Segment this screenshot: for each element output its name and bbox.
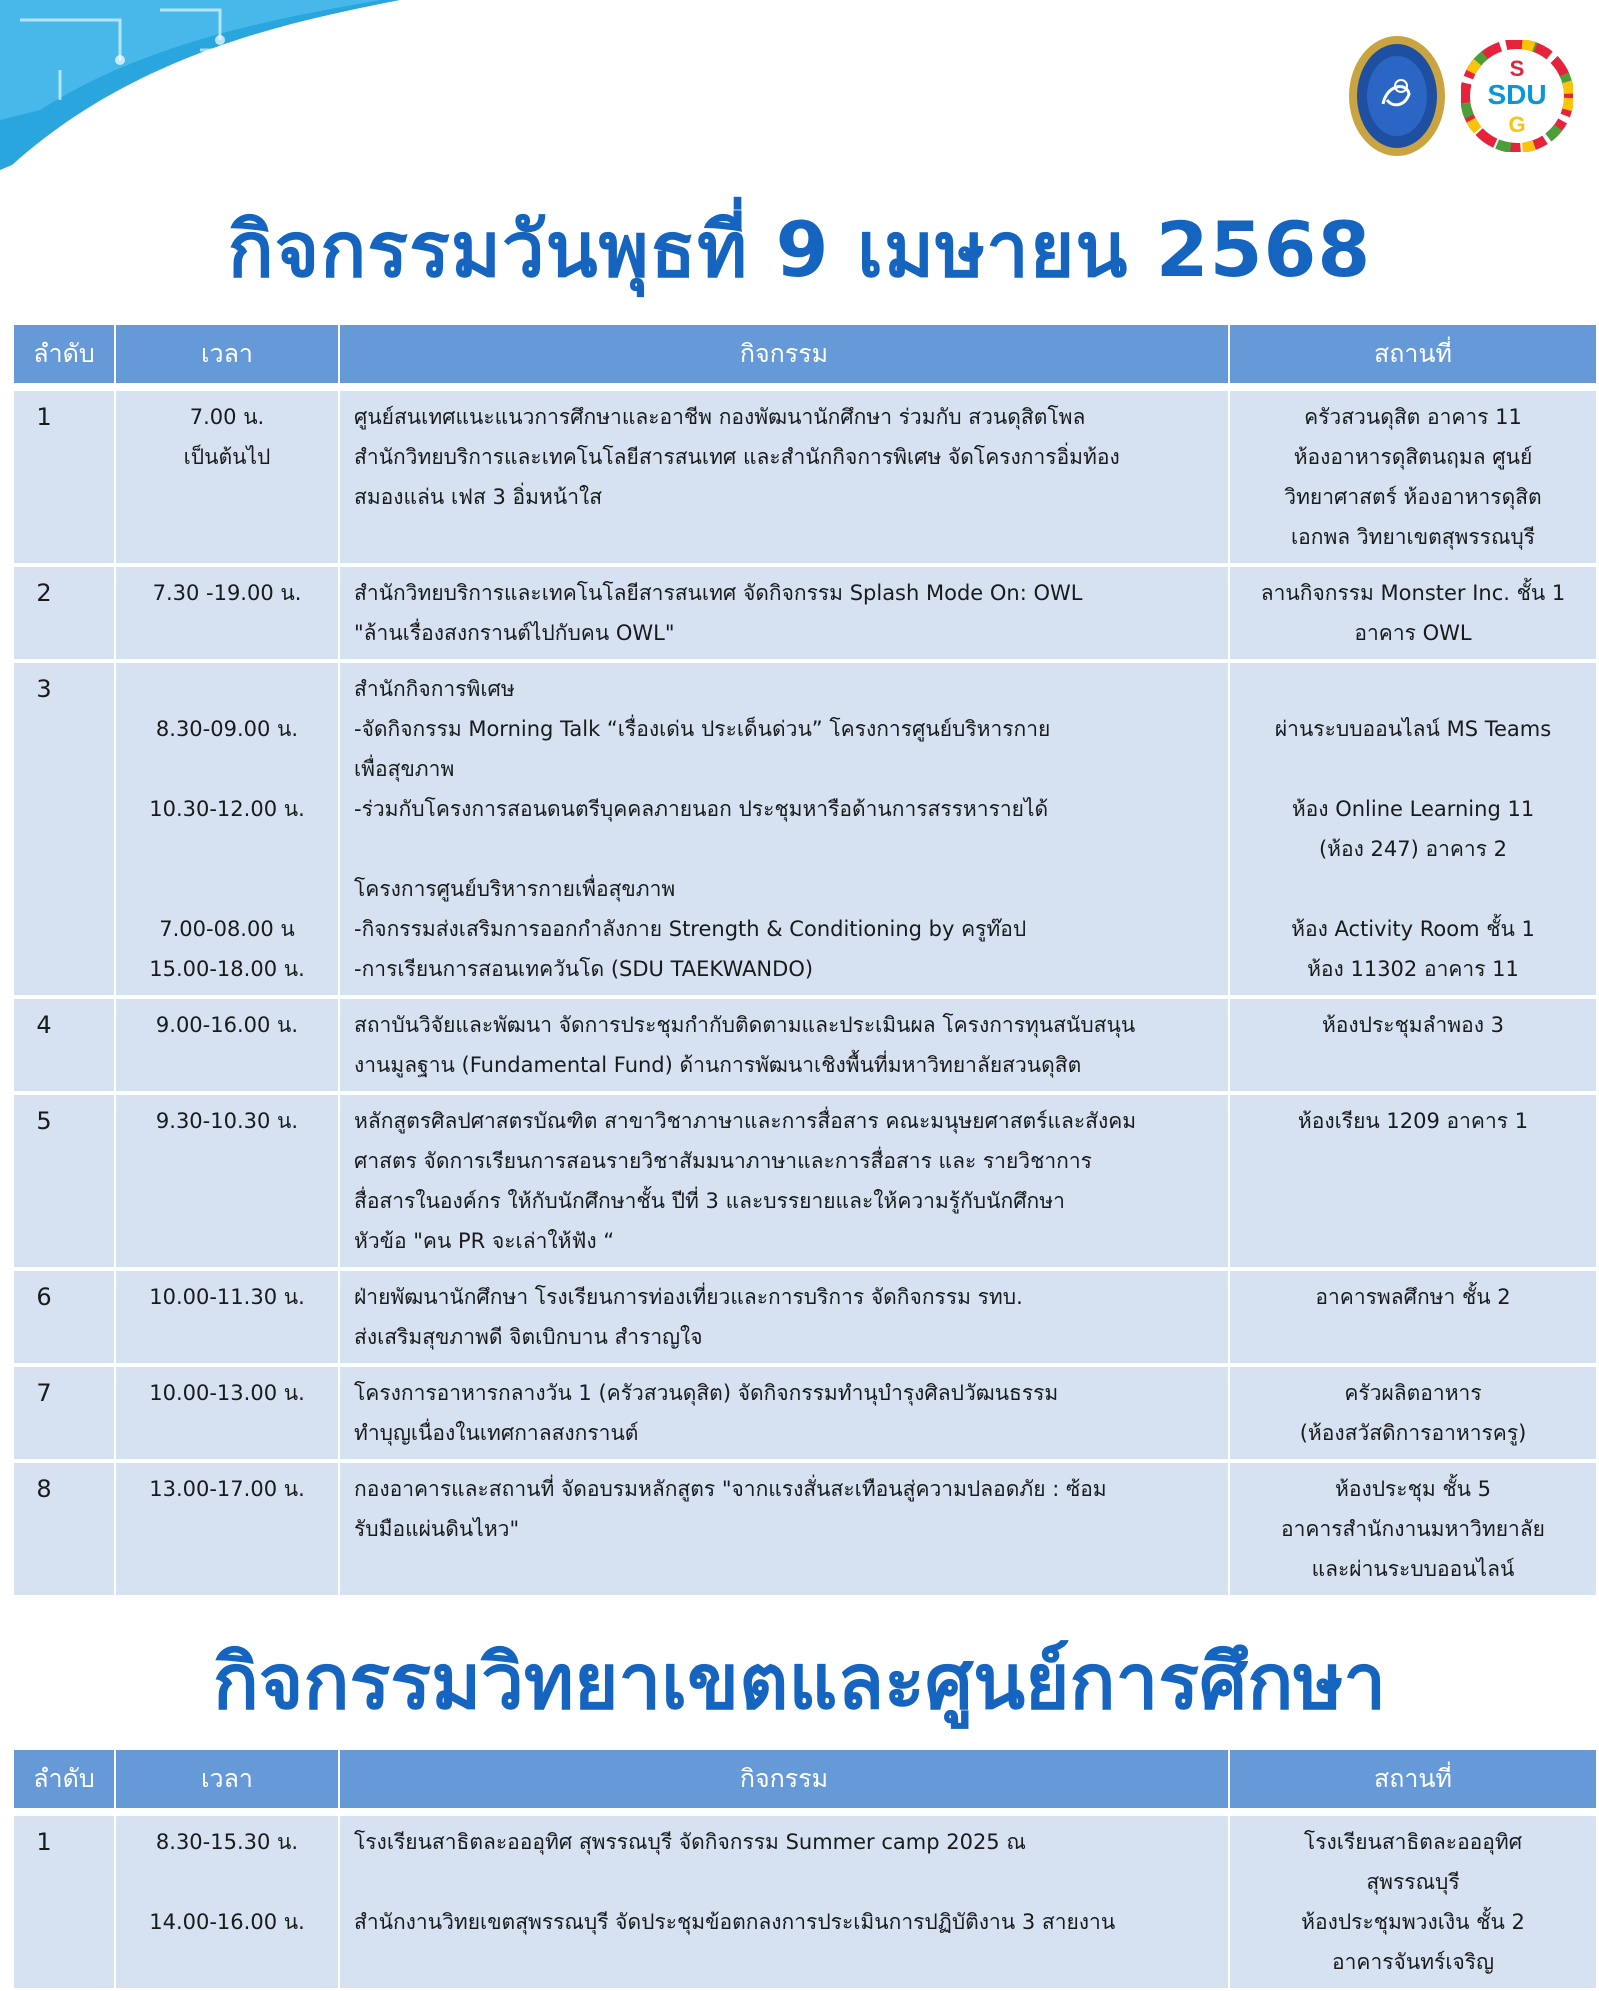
row-activity xyxy=(340,663,1228,999)
row-place-line: อาคารพลศึกษา ชั้น 2 xyxy=(1315,1285,1511,1309)
row-time-line: 9.30-10.30 น. xyxy=(155,1109,299,1133)
header-time: เวลา xyxy=(116,325,338,391)
row-activity-line: โรงเรียนสาธิตละอออุทิศ สุพรรณบุรี จัดกิจกรรม Summer camp 2025 ณ xyxy=(354,1830,1026,1854)
row-place-line: ครัวสวนดุสิต อาคาร 11 xyxy=(1304,405,1522,429)
row-activity-line: -การเรียนการสอนเทควันโด (SDU TAEKWANDO) xyxy=(354,957,814,981)
corner-decoration xyxy=(0,0,400,175)
university-seal-logo xyxy=(1347,34,1447,158)
row-activity-line: สถาบันวิจัยและพัฒนา จัดการประชุมกำกับติดตามและประเมินผล โครงการทุนสนับสนุน xyxy=(354,1013,1136,1037)
row-place-line: ห้องเรียน 1209 อาคาร 1 xyxy=(1297,1109,1529,1133)
row-place-line: ห้อง Activity Room ชั้น 1 xyxy=(1291,917,1535,941)
row-activity xyxy=(340,999,1228,1095)
row-time xyxy=(116,567,338,663)
row-time-line: 7.00 น. xyxy=(189,405,265,429)
row-time-line: 13.00-17.00 น. xyxy=(149,1477,305,1501)
row-number: 2 xyxy=(14,567,114,663)
row-place-line: (ห้อง 247) อาคาร 2 xyxy=(1318,837,1508,861)
row-activity-line: สมองแล่น เฟส 3 อิ่มหน้าใส xyxy=(354,485,603,509)
row-activity-line: สำนักวิทยบริการและเทคโนโลยีสารสนเทศ จัดกิจกรรม Splash Mode On: OWL xyxy=(354,581,1083,605)
row-place xyxy=(1230,999,1596,1095)
row-place xyxy=(1230,1367,1596,1463)
row-place-line xyxy=(1244,869,1582,909)
row-time-line: 10.30-12.00 น. xyxy=(149,797,305,821)
row-number: 1 xyxy=(14,1816,114,1991)
row-activity-line: กองอาคารและสถานที่ จัดอบรมหลักสูตร "จากแรงสั่นสะเทือนสู่ความปลอดภัย : ซ้อม xyxy=(354,1477,1107,1501)
row-place-line: ผ่านระบบออนไลน์ MS Teams xyxy=(1274,717,1552,741)
row-place xyxy=(1230,1463,1596,1599)
row-activity-line: สำนักวิทยบริการและเทคโนโลยีสารสนเทศ และสำนักกิจการพิเศษ จัดโครงการอิ่มท้อง xyxy=(354,445,1120,469)
row-activity xyxy=(340,567,1228,663)
schedule-rows xyxy=(14,391,1596,1599)
sdu-logo-letters: SDU xyxy=(1487,79,1547,110)
row-time-line xyxy=(122,749,332,789)
row-number: 7 xyxy=(14,1367,114,1463)
row-time-line xyxy=(122,869,332,909)
row-place-line xyxy=(1244,749,1582,789)
row-activity-line: ทำบุญเนื่องในเทศกาลสงกรานต์ xyxy=(354,1421,639,1445)
row-activity-line: -กิจกรรมส่งเสริมการออกกำลังกาย Strength & Conditioning by ครูท๊อป xyxy=(354,917,1027,941)
row-activity-line xyxy=(354,1862,1214,1902)
row-activity-line: ศาสตร จัดการเรียนการสอนรายวิชาสัมมนาภาษาและการสื่อสาร และ รายวิชาการ xyxy=(354,1149,1092,1173)
row-activity-line: "ล้านเรื่องสงกรานต์ไปกับคน OWL" xyxy=(354,621,675,645)
table-row xyxy=(14,1095,1596,1271)
table-row xyxy=(14,391,1596,567)
row-place-line: ห้องประชุมพวงเงิน ชั้น 2 xyxy=(1301,1910,1525,1934)
row-time-line: 7.30 -19.00 น. xyxy=(152,581,302,605)
row-place-line: ห้องประชุม ชั้น 5 xyxy=(1334,1477,1491,1501)
row-activity-line: โครงการศูนย์บริหารกายเพื่อสุขภาพ xyxy=(354,877,676,901)
table-row xyxy=(14,1367,1596,1463)
row-activity-line: สำนักงานวิทยเขตสุพรรณบุรี จัดประชุมข้อตกลงการประเมินการปฏิบัติงาน 3 สายงาน xyxy=(354,1910,1116,1934)
row-activity xyxy=(340,391,1228,567)
campus-schedule-rows xyxy=(14,1816,1596,1991)
row-place-line: ห้องประชุมลำพอง 3 xyxy=(1321,1013,1505,1037)
row-time xyxy=(116,1271,338,1367)
row-number: 1 xyxy=(14,391,114,567)
row-activity xyxy=(340,1367,1228,1463)
header-no: ลำดับ xyxy=(14,325,114,391)
row-time xyxy=(116,1463,338,1599)
row-time-line: 14.00-16.00 น. xyxy=(149,1910,305,1934)
row-time-line: 10.00-11.30 น. xyxy=(149,1285,305,1309)
table-row xyxy=(14,1271,1596,1367)
row-place-line: โรงเรียนสาธิตละอออุทิศ xyxy=(1303,1830,1523,1854)
sdu-sdg-logo xyxy=(1461,40,1573,152)
row-place-line: เอกพล วิทยาเขตสุพรรณบุรี xyxy=(1290,525,1536,549)
row-activity-line: -จัดกิจกรรม Morning Talk “เรื่องเด่น ประเด็นด่วน” โครงการศูนย์บริหารกาย xyxy=(354,717,1051,741)
row-time-line: 10.00-13.00 น. xyxy=(149,1381,305,1405)
row-activity-line: ศูนย์สนเทศแนะแนวการศึกษาและอาชีพ กองพัฒนานักศึกษา ร่วมกับ สวนดุสิตโพล xyxy=(354,405,1086,429)
row-activity-line: หลักสูตรศิลปศาสตรบัณฑิต สาขาวิชาภาษาและการสื่อสาร คณะมนุษยศาสตร์และสังคม xyxy=(354,1109,1137,1133)
table-header-row xyxy=(14,1750,1596,1816)
row-time-line: 8.30-09.00 น. xyxy=(155,717,299,741)
row-place-line: อาคารจันทร์เจริญ xyxy=(1332,1950,1494,1974)
row-place-line: (ห้องสวัสดิการอาหารครู) xyxy=(1299,1421,1527,1445)
campus-schedule-table xyxy=(12,1750,1598,1991)
row-activity-line: เพื่อสุขภาพ xyxy=(354,757,455,781)
page-title: กิจกรรมวันพุธที่ 9 เมษายน 2568 xyxy=(227,205,1372,294)
header-no: ลำดับ xyxy=(14,1750,114,1816)
row-time xyxy=(116,1816,338,1991)
row-place-line: ลานกิจกรรม Monster Inc. ชั้น 1 xyxy=(1260,581,1566,605)
row-activity xyxy=(340,1095,1228,1271)
row-time xyxy=(116,391,338,567)
row-place-line: สุพรรณบุรี xyxy=(1366,1870,1460,1894)
row-place xyxy=(1230,663,1596,999)
row-activity-line: สำนักกิจการพิเศษ xyxy=(354,677,515,701)
row-place-line: ห้อง 11302 อาคาร 11 xyxy=(1307,957,1519,981)
row-activity-line: โครงการอาหารกลางวัน 1 (ครัวสวนดุสิต) จัดกิจกรรมทำนุบำรุงศิลปวัฒนธรรม xyxy=(354,1381,1059,1405)
table-header-row xyxy=(14,325,1596,391)
row-activity xyxy=(340,1463,1228,1599)
row-place xyxy=(1230,1095,1596,1271)
row-time-line: 7.00-08.00 น xyxy=(159,917,295,941)
header-time: เวลา xyxy=(116,1750,338,1816)
row-activity-line: -ร่วมกับโครงการสอนดนตรีบุคคลภายนอก ประชุมหารือด้านการสรรหารายได้ xyxy=(354,797,1049,821)
section2-title: กิจกรรมวิทยาเขตและศูนย์การศึกษา xyxy=(212,1637,1387,1726)
row-time-line: 15.00-18.00 น. xyxy=(149,957,305,981)
header-place: สถานที่ xyxy=(1230,325,1596,391)
row-activity-line: ฝ่ายพัฒนานักศึกษา โรงเรียนการท่องเที่ยวและการบริการ จัดกิจกรรม รทบ. xyxy=(354,1285,1023,1309)
row-time-line: 9.00-16.00 น. xyxy=(155,1013,299,1037)
table-row xyxy=(14,1463,1596,1599)
row-number: 3 xyxy=(14,663,114,999)
row-time xyxy=(116,663,338,999)
row-activity xyxy=(340,1816,1228,1991)
header-activity: กิจกรรม xyxy=(340,325,1228,391)
header-place: สถานที่ xyxy=(1230,1750,1596,1816)
logo-group xyxy=(1347,34,1573,158)
row-time-line xyxy=(122,669,332,709)
row-place-line: ครัวผลิตอาหาร xyxy=(1344,1381,1482,1405)
row-activity-line: ส่งเสริมสุขภาพดี จิตเบิกบาน สำราญใจ xyxy=(354,1325,703,1349)
row-time-line: 8.30-15.30 น. xyxy=(155,1830,299,1854)
row-place xyxy=(1230,1271,1596,1367)
row-number: 6 xyxy=(14,1271,114,1367)
sdu-logo-letter-g: G xyxy=(1508,112,1526,137)
row-number: 5 xyxy=(14,1095,114,1271)
header-activity: กิจกรรม xyxy=(340,1750,1228,1816)
row-place-line: และผ่านระบบออนไลน์ xyxy=(1311,1557,1515,1581)
row-time-line xyxy=(122,1862,332,1902)
row-place-line: ห้อง Online Learning 11 xyxy=(1291,797,1535,821)
row-place xyxy=(1230,391,1596,567)
row-time-line: เป็นต้นไป xyxy=(183,445,271,469)
row-place-line: อาคาร OWL xyxy=(1354,621,1472,645)
row-activity-line: สื่อสารในองค์กร ให้กับนักศึกษาชั้น ปีที่ 3 และบรรยายและให้ความรู้กับนักศึกษา xyxy=(354,1189,1065,1213)
row-number: 4 xyxy=(14,999,114,1095)
row-time xyxy=(116,1367,338,1463)
table-row xyxy=(14,567,1596,663)
row-place xyxy=(1230,567,1596,663)
row-place-line: อาคารสำนักงานมหาวิทยาลัย xyxy=(1281,1517,1545,1541)
row-activity xyxy=(340,1271,1228,1367)
row-activity-line xyxy=(354,829,1214,869)
row-place-line: ห้องอาหารดุสิตนฤมล ศูนย์ xyxy=(1293,445,1533,469)
sdu-logo-letter-s: S xyxy=(1509,56,1525,81)
row-place-line: วิทยาศาสตร์ ห้องอาหารดุสิต xyxy=(1284,485,1542,509)
row-activity-line: งานมูลฐาน (Fundamental Fund) ด้านการพัฒนาเชิงพื้นที่มหาวิทยาลัยสวนดุสิต xyxy=(354,1053,1082,1077)
row-activity-line: หัวข้อ "คน PR จะเล่าให้ฟัง “ xyxy=(354,1229,615,1253)
row-place xyxy=(1230,1816,1596,1991)
table-row xyxy=(14,1816,1596,1991)
row-activity-line: รับมือแผ่นดินไหว" xyxy=(354,1517,520,1541)
row-time-line xyxy=(122,829,332,869)
table-row xyxy=(14,999,1596,1095)
row-time xyxy=(116,999,338,1095)
row-time xyxy=(116,1095,338,1271)
row-place-line xyxy=(1244,669,1582,709)
schedule-table xyxy=(12,325,1598,1599)
table-row xyxy=(14,663,1596,999)
row-number: 8 xyxy=(14,1463,114,1599)
